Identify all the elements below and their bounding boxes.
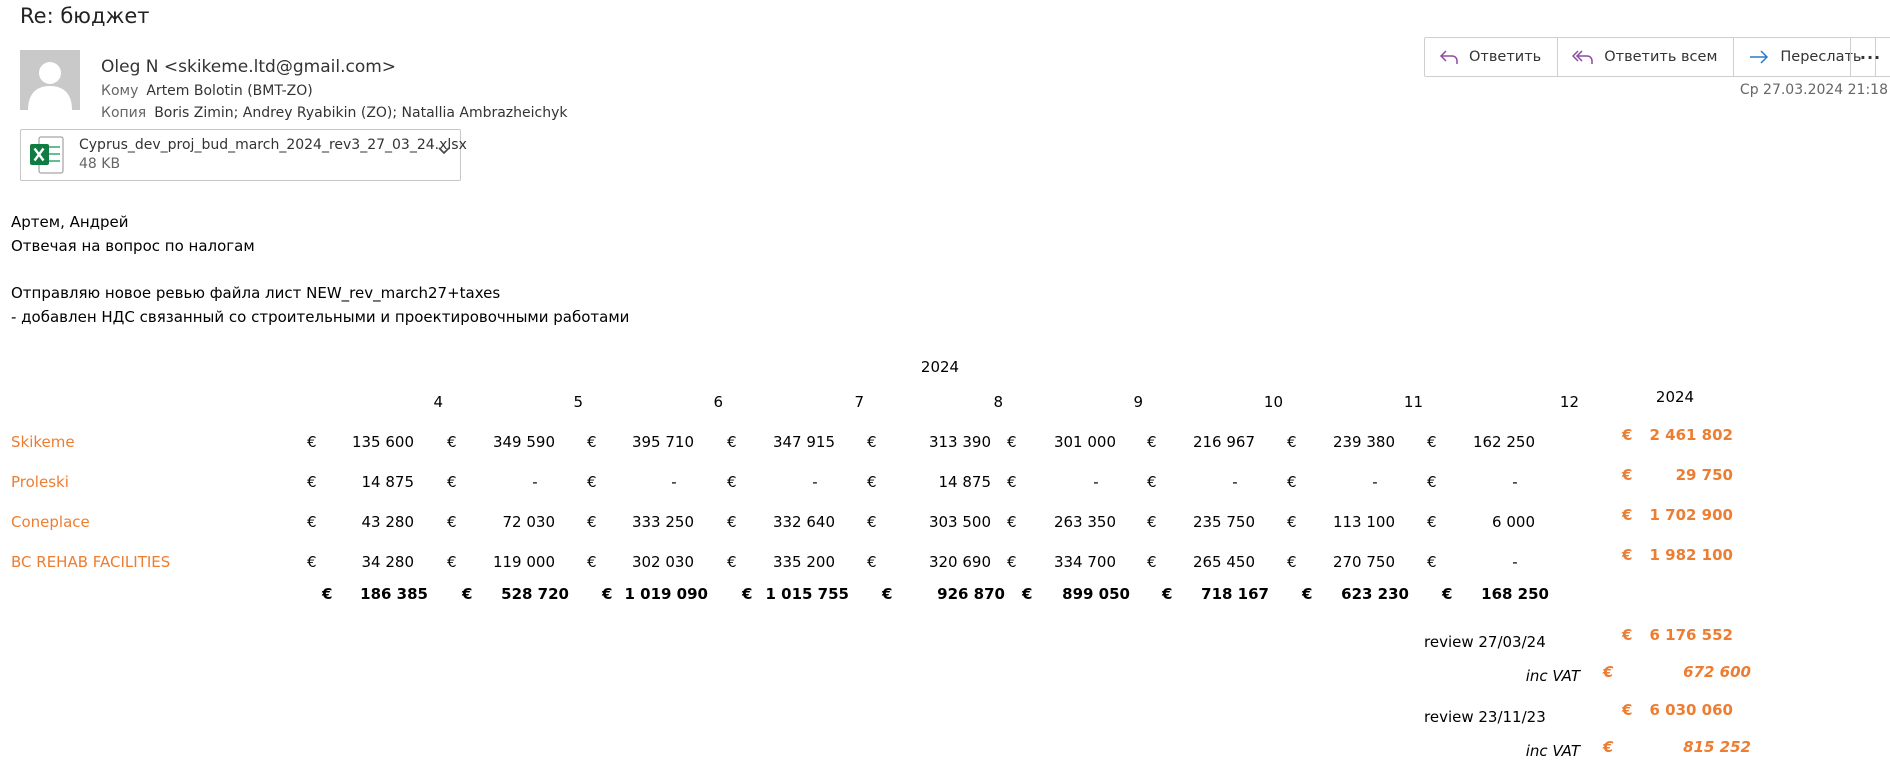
cell-value: 303 500 bbox=[928, 513, 991, 531]
currency-symbol: € bbox=[1022, 585, 1033, 603]
cell-value: 119 000 bbox=[492, 553, 555, 571]
cell-value: 14 875 bbox=[938, 473, 991, 491]
currency-symbol: € bbox=[1603, 663, 1614, 681]
currency-symbol: € bbox=[867, 473, 877, 491]
currency-symbol: € bbox=[447, 513, 457, 531]
column-total: 623 230 bbox=[1341, 585, 1409, 603]
body-line: - добавлен НДС связанный со строительными и проектировочными работами bbox=[11, 308, 630, 326]
cell-value: 43 280 bbox=[361, 513, 414, 531]
to-recipients[interactable]: Artem Bolotin (BMT-ZO) bbox=[146, 83, 313, 99]
to-line bbox=[101, 83, 313, 99]
excel-file-icon bbox=[29, 136, 65, 174]
sent-date: Ср 27.03.2024 21:18 bbox=[1739, 82, 1888, 98]
currency-symbol: € bbox=[1007, 553, 1017, 571]
review-total: 6 030 060 bbox=[1649, 701, 1733, 719]
currency-symbol: € bbox=[1147, 433, 1157, 451]
cell-value: 333 250 bbox=[631, 513, 694, 531]
cell-value: 235 750 bbox=[1192, 513, 1255, 531]
inc-vat-label: inc VAT bbox=[1525, 667, 1580, 685]
cell-value: 6 000 bbox=[1492, 513, 1535, 531]
column-total: 718 167 bbox=[1201, 585, 1269, 603]
cell-value: 162 250 bbox=[1472, 433, 1535, 451]
currency-symbol: € bbox=[587, 473, 597, 491]
currency-symbol: € bbox=[1162, 585, 1173, 603]
cell-value: - bbox=[1372, 473, 1378, 491]
currency-symbol: € bbox=[882, 585, 893, 603]
cell-value: 349 590 bbox=[492, 433, 555, 451]
month-header: 11 bbox=[1403, 393, 1423, 411]
cell-value: - bbox=[1093, 473, 1099, 491]
cell-value: 395 710 bbox=[631, 433, 694, 451]
column-total: 1 015 755 bbox=[765, 585, 849, 603]
cell-value: 347 915 bbox=[772, 433, 835, 451]
column-total: 899 050 bbox=[1062, 585, 1130, 603]
cell-value: 14 875 bbox=[361, 473, 414, 491]
avatar bbox=[20, 50, 80, 110]
currency-symbol: € bbox=[1287, 433, 1297, 451]
sender[interactable]: Oleg N <skikeme.ltd@gmail.com> bbox=[101, 57, 397, 77]
chevron-down-icon[interactable] bbox=[437, 146, 451, 156]
attachment-size: 48 KB bbox=[79, 156, 121, 172]
currency-symbol: € bbox=[1147, 513, 1157, 531]
cell-value: 302 030 bbox=[631, 553, 694, 571]
to-label: Кому bbox=[101, 83, 139, 99]
row-label: Coneplace bbox=[11, 513, 90, 531]
currency-symbol: € bbox=[1427, 513, 1437, 531]
cc-label: Копия bbox=[101, 105, 147, 121]
currency-symbol: € bbox=[1622, 426, 1633, 444]
currency-symbol: € bbox=[307, 473, 317, 491]
cell-value: 313 390 bbox=[928, 433, 991, 451]
currency-symbol: € bbox=[1622, 506, 1633, 524]
row-label: BC REHAB FACILITIES bbox=[11, 553, 171, 571]
total-year-header: 2024 bbox=[1655, 388, 1695, 406]
currency-symbol: € bbox=[1427, 473, 1437, 491]
vat-value: 815 252 bbox=[1683, 738, 1751, 756]
review-total: 6 176 552 bbox=[1649, 626, 1733, 644]
currency-symbol: € bbox=[587, 553, 597, 571]
currency-symbol: € bbox=[1622, 626, 1633, 644]
currency-symbol: € bbox=[322, 585, 333, 603]
more-icon: ··· bbox=[1859, 47, 1882, 67]
reply-all-button[interactable] bbox=[1558, 38, 1734, 76]
currency-symbol: € bbox=[447, 473, 457, 491]
reply-icon bbox=[1439, 49, 1459, 65]
cell-value: 332 640 bbox=[772, 513, 835, 531]
cell-value: - bbox=[532, 473, 538, 491]
review-label: review 23/11/23 bbox=[1424, 708, 1546, 726]
cell-value: 113 100 bbox=[1332, 513, 1395, 531]
reply-all-icon bbox=[1572, 49, 1594, 65]
cell-value: 265 450 bbox=[1192, 553, 1255, 571]
cell-value: - bbox=[671, 473, 677, 491]
cell-value: 34 280 bbox=[361, 553, 414, 571]
message-actions bbox=[1424, 37, 1876, 77]
month-header: 5 bbox=[573, 393, 583, 411]
row-label: Proleski bbox=[11, 473, 69, 491]
column-total: 528 720 bbox=[501, 585, 569, 603]
body-line: Отправляю новое ревью файла лист NEW_rev_march27+taxes bbox=[11, 284, 501, 302]
currency-symbol: € bbox=[447, 553, 457, 571]
column-total: 186 385 bbox=[360, 585, 428, 603]
currency-symbol: € bbox=[1427, 553, 1437, 571]
cell-value: 135 600 bbox=[351, 433, 414, 451]
currency-symbol: € bbox=[587, 513, 597, 531]
month-header: 9 bbox=[1133, 393, 1143, 411]
month-header: 6 bbox=[713, 393, 723, 411]
reply-label: Ответить bbox=[1469, 49, 1542, 65]
currency-symbol: € bbox=[727, 433, 737, 451]
body-line: Отвечая на вопрос по налогам bbox=[11, 237, 255, 255]
currency-symbol: € bbox=[307, 513, 317, 531]
year-header: 2024 bbox=[920, 358, 960, 376]
cell-value: - bbox=[1232, 473, 1238, 491]
cell-value: 216 967 bbox=[1192, 433, 1255, 451]
cell-value: - bbox=[1512, 553, 1518, 571]
currency-symbol: € bbox=[727, 473, 737, 491]
reply-all-label: Ответить всем bbox=[1604, 49, 1718, 65]
body-greeting: Артем, Андрей bbox=[11, 213, 129, 231]
currency-symbol: € bbox=[447, 433, 457, 451]
currency-symbol: € bbox=[1622, 466, 1633, 484]
currency-symbol: € bbox=[1302, 585, 1313, 603]
currency-symbol: € bbox=[1287, 513, 1297, 531]
currency-symbol: € bbox=[587, 433, 597, 451]
currency-symbol: € bbox=[1007, 473, 1017, 491]
currency-symbol: € bbox=[1007, 513, 1017, 531]
month-header: 12 bbox=[1559, 393, 1579, 411]
currency-symbol: € bbox=[727, 513, 737, 531]
row-total: 1 982 100 bbox=[1649, 546, 1733, 564]
attachment-card[interactable] bbox=[20, 129, 467, 181]
currency-symbol: € bbox=[1442, 585, 1453, 603]
column-total: 168 250 bbox=[1481, 585, 1549, 603]
cell-value: 335 200 bbox=[772, 553, 835, 571]
currency-symbol: € bbox=[307, 553, 317, 571]
more-actions-button[interactable] bbox=[1850, 37, 1890, 77]
currency-symbol: € bbox=[1287, 553, 1297, 571]
month-header: 7 bbox=[854, 393, 864, 411]
forward-label: Переслать bbox=[1780, 49, 1862, 65]
currency-symbol: € bbox=[742, 585, 753, 603]
currency-symbol: € bbox=[1603, 738, 1614, 756]
currency-symbol: € bbox=[867, 553, 877, 571]
reply-button[interactable] bbox=[1425, 38, 1558, 76]
currency-symbol: € bbox=[1147, 473, 1157, 491]
currency-symbol: € bbox=[1622, 546, 1633, 564]
currency-symbol: € bbox=[867, 433, 877, 451]
cc-recipients[interactable]: Boris Zimin; Andrey Ryabikin (ZO); Natallia Ambrazheichyk bbox=[154, 105, 568, 121]
currency-symbol: € bbox=[602, 585, 613, 603]
month-header: 8 bbox=[993, 393, 1003, 411]
row-label: Skikeme bbox=[11, 433, 75, 451]
currency-symbol: € bbox=[1427, 433, 1437, 451]
cell-value: - bbox=[1512, 473, 1518, 491]
cell-value: 72 030 bbox=[502, 513, 555, 531]
currency-symbol: € bbox=[1007, 433, 1017, 451]
currency-symbol: € bbox=[1622, 701, 1633, 719]
row-total: 2 461 802 bbox=[1649, 426, 1733, 444]
column-total: 926 870 bbox=[937, 585, 1005, 603]
cell-value: 263 350 bbox=[1053, 513, 1116, 531]
vat-value: 672 600 bbox=[1683, 663, 1751, 681]
cell-value: - bbox=[812, 473, 818, 491]
currency-symbol: € bbox=[1147, 553, 1157, 571]
review-label: review 27/03/24 bbox=[1424, 633, 1546, 651]
row-total: 1 702 900 bbox=[1649, 506, 1733, 524]
month-header: 4 bbox=[433, 393, 443, 411]
column-total: 1 019 090 bbox=[624, 585, 708, 603]
currency-symbol: € bbox=[727, 553, 737, 571]
currency-symbol: € bbox=[462, 585, 473, 603]
currency-symbol: € bbox=[307, 433, 317, 451]
inc-vat-label: inc VAT bbox=[1525, 742, 1580, 760]
cell-value: 301 000 bbox=[1053, 433, 1116, 451]
cell-value: 334 700 bbox=[1053, 553, 1116, 571]
cell-value: 320 690 bbox=[928, 553, 991, 571]
cc-line bbox=[101, 105, 568, 121]
email-subject: Re: бюджет bbox=[20, 4, 150, 28]
row-total: 29 750 bbox=[1675, 466, 1733, 484]
cell-value: 239 380 bbox=[1332, 433, 1395, 451]
currency-symbol: € bbox=[1287, 473, 1297, 491]
currency-symbol: € bbox=[867, 513, 877, 531]
attachment-filename: Cyprus_dev_proj_bud_march_2024_rev3_27_03_24.xlsx bbox=[79, 137, 467, 153]
forward-icon bbox=[1748, 49, 1770, 65]
cell-value: 270 750 bbox=[1332, 553, 1395, 571]
month-header: 10 bbox=[1263, 393, 1283, 411]
